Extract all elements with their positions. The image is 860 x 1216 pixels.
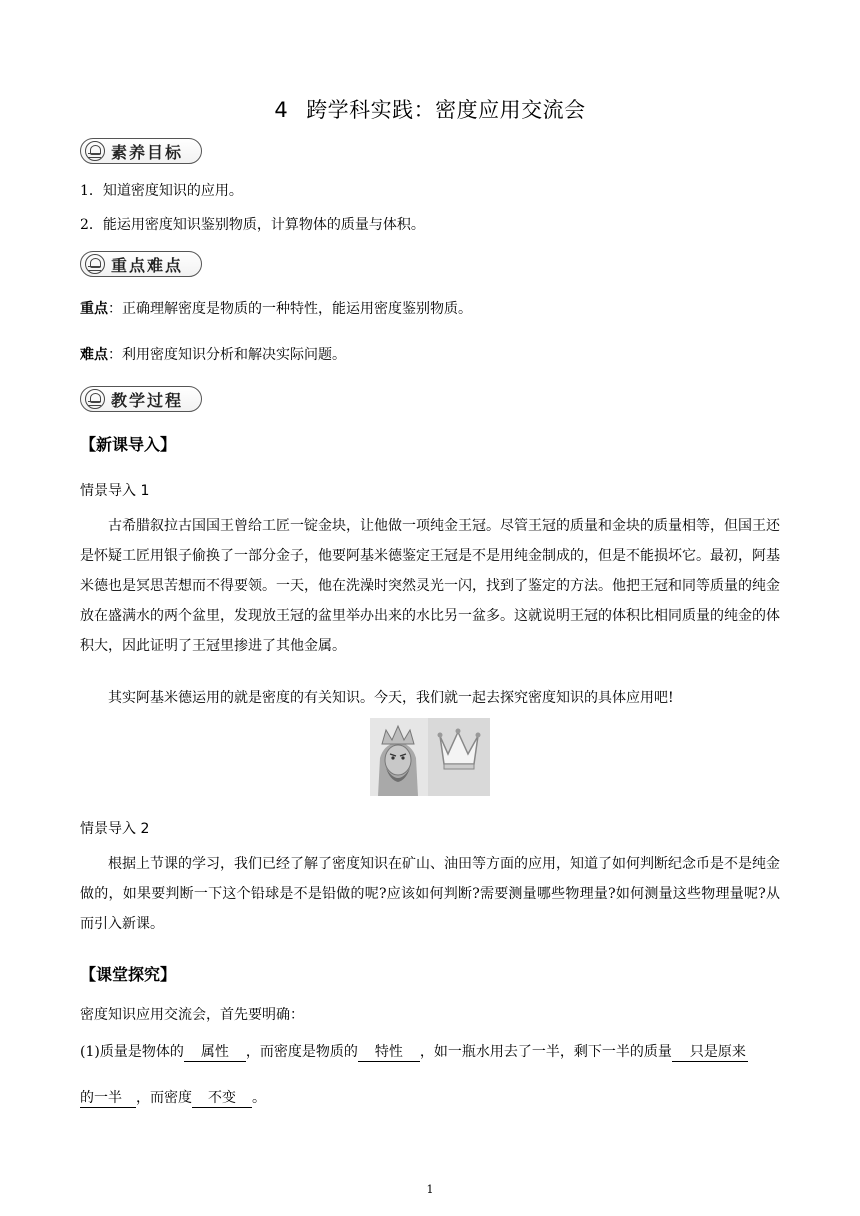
king-crown-illustration (370, 718, 490, 796)
q1-text-a: (1)质量是物体的 (80, 1044, 184, 1060)
page-number: 1 (426, 1183, 434, 1196)
badge-emblem-icon (85, 141, 105, 161)
difficulty-line (80, 344, 346, 364)
focus-text: ：正确理解密度是物质的一种特性，能运用密度鉴别物质。 (108, 301, 472, 317)
king-crown-icon (370, 718, 490, 796)
key-points-badge (80, 251, 202, 277)
explore-heading: 【课堂探究】 (80, 965, 177, 984)
q1-text-d: ，而密度 (136, 1090, 192, 1106)
badge-emblem-icon (85, 254, 105, 274)
focus-line (80, 298, 472, 318)
scenario1-paragraph: 古希腊叙拉古国国王曾给工匠一锭金块，让他做一项纯金王冠。尽管王冠的质量和金块的质量相等，但国王还是怀疑工匠用银子偷换了一部分金子，他要阿基米德鉴定王冠是不是用纯金制成的，但是不能损坏它。最初，阿基米德也是冥思苦想而不得要领。一天，他在洗澡时突然灵光一闪，找到了鉴定的方法。他把王冠和同等质量的纯金放在盛满水的两个盆里，发现放王冠的盆里举办出来的水比另一盆多。这就说明王冠的体积比相同质量的纯金的体积大，因此证明了王冠里掺进了其他金属。 (80, 518, 780, 654)
q1-answer-3b: 的一半 (80, 1087, 136, 1108)
scenario2-paragraph: 根据上节课的学习，我们已经了解了密度知识在矿山、油田等方面的应用，知道了如何判断纪念币是不是纯金做的，如果要判断一下这个铅球是不是铅做的呢?应该如何判断?需要测量哪些物理量?如何测量这些物理量呢?从而引入新课。 (80, 856, 780, 932)
q1-text-c: ，如一瓶水用去了一半，剩下一半的质量 (419, 1044, 672, 1060)
goal-item-2: 2．能运用密度知识鉴别物质，计算物体的质量与体积。 (80, 217, 425, 233)
q1-answer-4: 不变 (192, 1087, 252, 1108)
goals-badge-label: 素养目标 (111, 142, 184, 162)
goal-item-1: 1．知道密度知识的应用。 (80, 183, 243, 199)
scenario1-closing: 其实阿基米德运用的就是密度的有关知识。今天，我们就一起去探究密度知识的具体应用吧! (108, 690, 674, 706)
intro-heading: 【新课导入】 (80, 435, 177, 454)
scenario1-heading: 情景导入 1 (80, 483, 150, 499)
q1-text-e: 。 (252, 1090, 266, 1106)
title-number: 4 (274, 98, 289, 122)
difficulty-label: 难点 (80, 347, 108, 363)
key-points-badge-label: 重点难点 (111, 255, 184, 275)
process-badge (80, 386, 202, 412)
focus-label: 重点 (80, 301, 108, 317)
title-text: 跨学科实践：密度应用交流会 (306, 98, 586, 122)
q1-answer-2: 特性 (358, 1041, 420, 1062)
process-badge-label: 教学过程 (111, 390, 184, 410)
question-1-line-2 (80, 1087, 266, 1108)
badge-emblem-icon (85, 389, 105, 409)
page-title (0, 94, 860, 124)
explore-intro: 密度知识应用交流会，首先要明确： (80, 1007, 304, 1023)
q1-answer-1: 属性 (184, 1041, 246, 1062)
q1-text-b: ，而密度是物质的 (245, 1044, 358, 1060)
goals-badge (80, 138, 202, 164)
q1-answer-3a: 只是原来 (672, 1041, 748, 1062)
difficulty-text: ：利用密度知识分析和解决实际问题。 (108, 347, 346, 363)
question-1-line-1 (80, 1041, 748, 1062)
scenario2-heading: 情景导入 2 (80, 821, 150, 837)
